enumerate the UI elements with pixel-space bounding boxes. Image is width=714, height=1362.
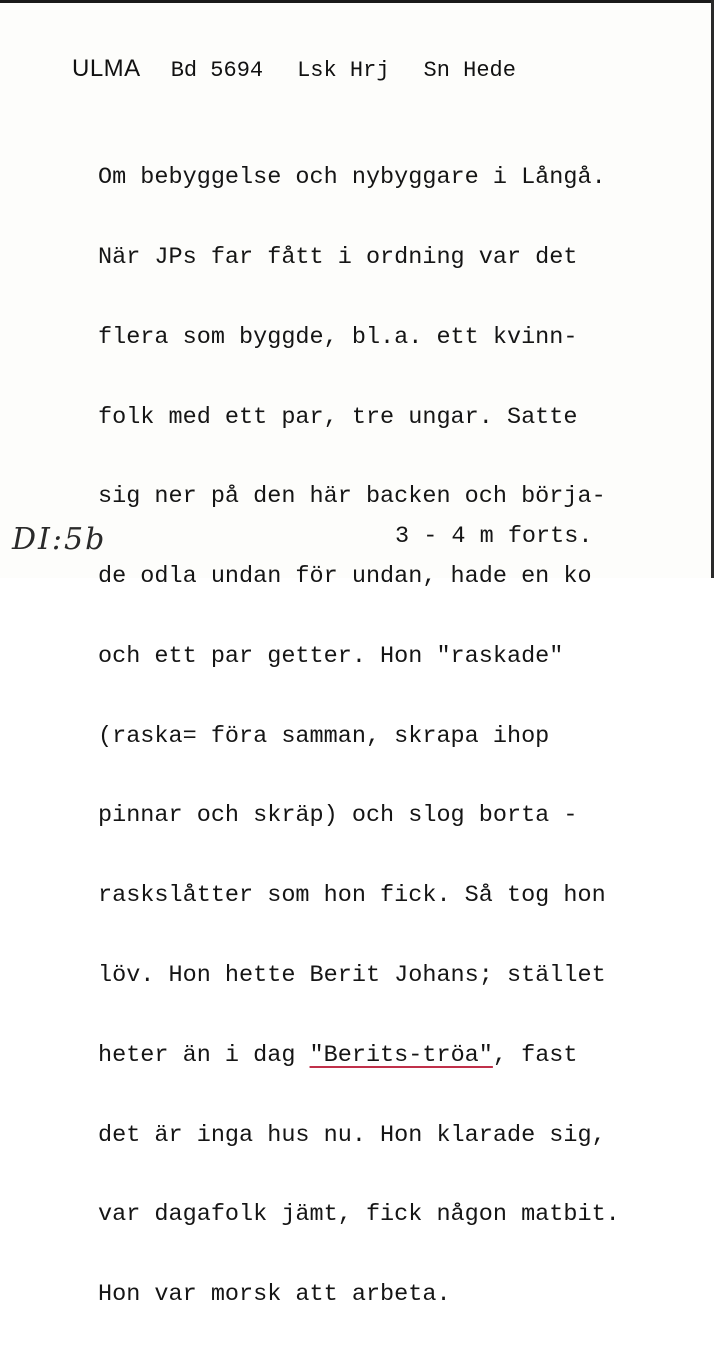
parish-name: Sn Hede	[423, 58, 516, 83]
body-line-with-place-name	[98, 1043, 620, 1070]
body-line: (raska= föra samman, skrapa ihop	[98, 722, 550, 750]
place-name-underlined: "Berits-tröa"	[309, 1041, 493, 1069]
body-line: folk med ett par, tre ungar. Satte	[98, 403, 578, 431]
body-line: de odla undan för undan, hade en ko	[98, 563, 592, 591]
body-line: pinnar och skräp) och slog borta -	[98, 802, 578, 830]
body-line: flera som byggde, bl.a. ett kvinn-	[98, 323, 578, 351]
card-top-edge	[0, 0, 714, 3]
body-line: När JPs far fått i ordning var det	[98, 243, 578, 271]
body-line: löv. Hon hette Berit Johans; stället	[98, 962, 606, 989]
body-line: Hon var morsk att arbeta.	[98, 1281, 451, 1309]
line-text-before: heter än i dag	[98, 1041, 310, 1069]
body-line: det är inga hus nu. Hon klarade sig,	[98, 1121, 606, 1149]
continuation-note: 3 - 4 m forts.	[395, 523, 593, 550]
handwritten-code: DI:5b	[12, 522, 107, 557]
archive-name: ULMA	[72, 55, 141, 82]
body-line: Om bebyggelse och nybyggare i Långå.	[98, 164, 606, 192]
body-text	[98, 112, 620, 1362]
body-line: var dagafolk jämt, fick någon matbit.	[98, 1201, 620, 1229]
card-header	[72, 55, 550, 89]
region-code: Lsk Hrj	[297, 58, 390, 83]
body-line: och ett par getter. Hon "raskade"	[98, 642, 564, 670]
body-line: raskslåtter som hon fick. Så tog hon	[98, 882, 606, 910]
volume-number: Bd 5694	[170, 58, 264, 83]
body-line: sig ner på den här backen och börja-	[98, 483, 606, 511]
line-text-after: , fast	[492, 1041, 578, 1069]
